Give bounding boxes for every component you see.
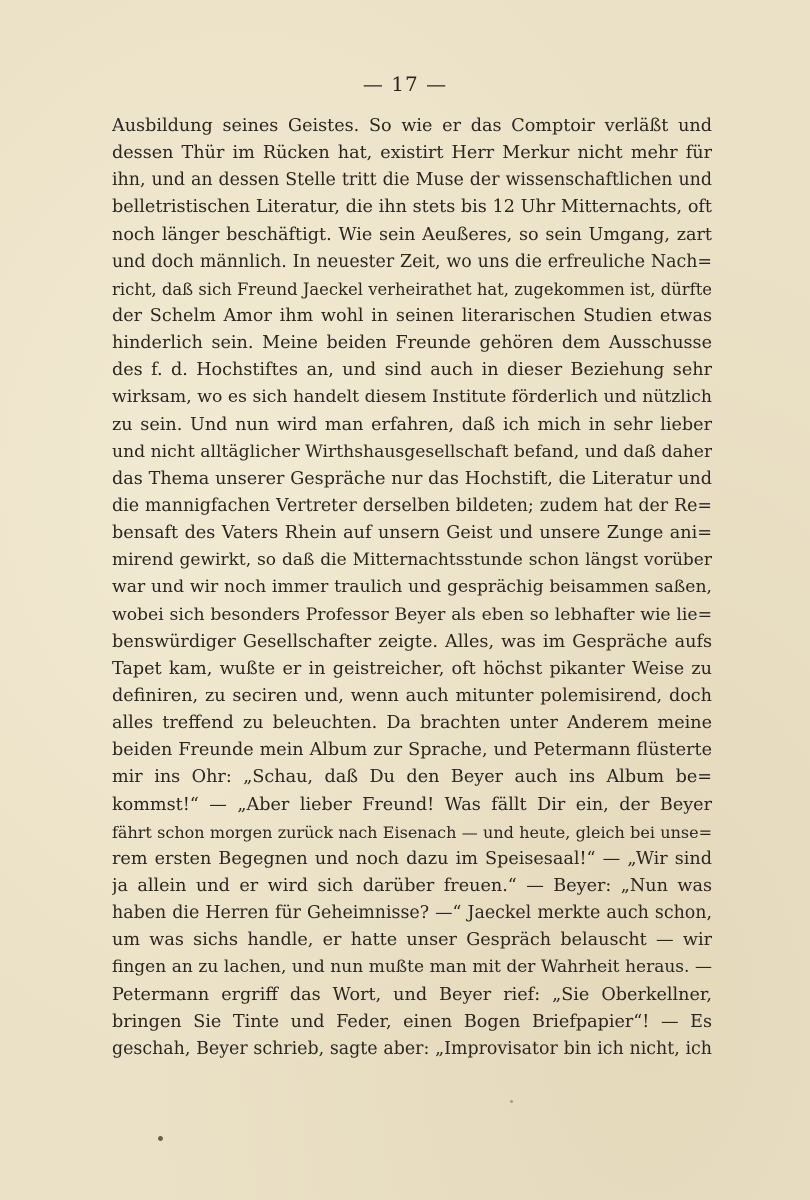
text-line: noch länger beschäftigt. Wie sein Aeußeres, so sein Umgang, zart xyxy=(112,224,712,245)
text-line: wobei sich besonders Professor Beyer als eben so lebhafter wie lie= xyxy=(112,604,712,625)
text-line: zu sein. Und nun wird man erfahren, daß ich mich in sehr lieber xyxy=(112,414,712,435)
ink-speck xyxy=(510,1100,513,1103)
text-line: rem ersten Begegnen und noch dazu im Speisesaal!“ — „Wir sind xyxy=(112,848,712,869)
text-line: haben die Herren für Geheimnisse? —“ Jaeckel merkte auch schon, xyxy=(112,903,712,924)
text-line: geschah, Beyer schrieb, sagte aber: „Improvisator bin ich nicht, ich xyxy=(112,1038,712,1059)
text-line: benswürdiger Gesellschafter zeigte. Alles, was im Gespräche aufs xyxy=(112,631,712,652)
text-line: hinderlich sein. Meine beiden Freunde gehören dem Ausschusse xyxy=(112,333,712,354)
text-line: richt, daß sich Freund Jaeckel verheirathet hat, zugekommen ist, dürfte xyxy=(112,279,712,299)
text-line: ihn, und an dessen Stelle tritt die Muse der wissenschaftlichen und xyxy=(112,170,712,191)
text-line: bringen Sie Tinte und Feder, einen Bogen Briefpapier“! — Es xyxy=(112,1011,712,1032)
ink-speck xyxy=(158,1136,163,1141)
text-line: und nicht alltäglicher Wirthshausgesellschaft befand, und daß daher xyxy=(112,441,712,462)
text-line: Petermann ergriff das Wort, und Beyer rief: „Sie Oberkellner, xyxy=(112,984,712,1005)
text-line: die mannigfachen Vertreter derselben bildeten; zudem hat der Re= xyxy=(112,495,712,516)
text-line: um was sichs handle, er hatte unser Gespräch belauscht — wir xyxy=(112,930,712,951)
text-line: das Thema unserer Gespräche nur das Hochstift, die Literatur und xyxy=(112,468,712,489)
text-line: des f. d. Hochstiftes an, und sind auch in dieser Beziehung sehr xyxy=(112,360,712,381)
text-line: bensaft des Vaters Rhein auf unsern Geist und unsere Zunge ani= xyxy=(112,523,712,544)
text-line: dessen Thür im Rücken hat, existirt Herr Merkur nicht mehr für xyxy=(112,143,712,164)
text-line: alles treffend zu beleuchten. Da brachten unter Anderem meine xyxy=(112,713,712,734)
text-line: wirksam, wo es sich handelt diesem Institute förderlich und nützlich xyxy=(112,387,712,408)
body-text xyxy=(112,113,712,1063)
text-line: kommst!“ — „Aber lieber Freund! Was fällt Dir ein, der Beyer xyxy=(112,794,712,815)
text-line: belletristischen Literatur, die ihn stets bis 12 Uhr Mitternachts, oft xyxy=(112,197,712,218)
text-line: und doch männlich. In neuester Zeit, wo uns die erfreuliche Nach= xyxy=(112,251,712,272)
text-line: Ausbildung seines Geistes. So wie er das Comptoir verläßt und xyxy=(112,116,712,136)
text-line: beiden Freunde mein Album zur Sprache, und Petermann flüsterte xyxy=(112,740,712,761)
text-line: mirend gewirkt, so daß die Mitternachtsstunde schon längst vorüber xyxy=(112,550,712,571)
text-line: Tapet kam, wußte er in geistreicher, oft höchst pikanter Weise zu xyxy=(112,658,712,679)
text-line: ja allein und er wird sich darüber freuen.“ — Beyer: „Nun was xyxy=(112,875,712,896)
text-line: mir ins Ohr: „Schau, daß Du den Beyer auch ins Album be= xyxy=(112,767,712,788)
page-number: — 17 — xyxy=(362,72,448,96)
text-line: war und wir noch immer traulich und gesprächig beisammen saßen, xyxy=(112,577,712,598)
text-line: fingen an zu lachen, und nun mußte man mit der Wahrheit heraus. — xyxy=(112,957,712,978)
text-line: der Schelm Amor ihm wohl in seinen literarischen Studien etwas xyxy=(112,305,712,326)
text-line: definiren, zu seciren und, wenn auch mitunter polemisirend, doch xyxy=(112,685,712,706)
text-line: fährt schon morgen zurück nach Eisenach — und heute, gleich bei unse= xyxy=(112,822,712,842)
